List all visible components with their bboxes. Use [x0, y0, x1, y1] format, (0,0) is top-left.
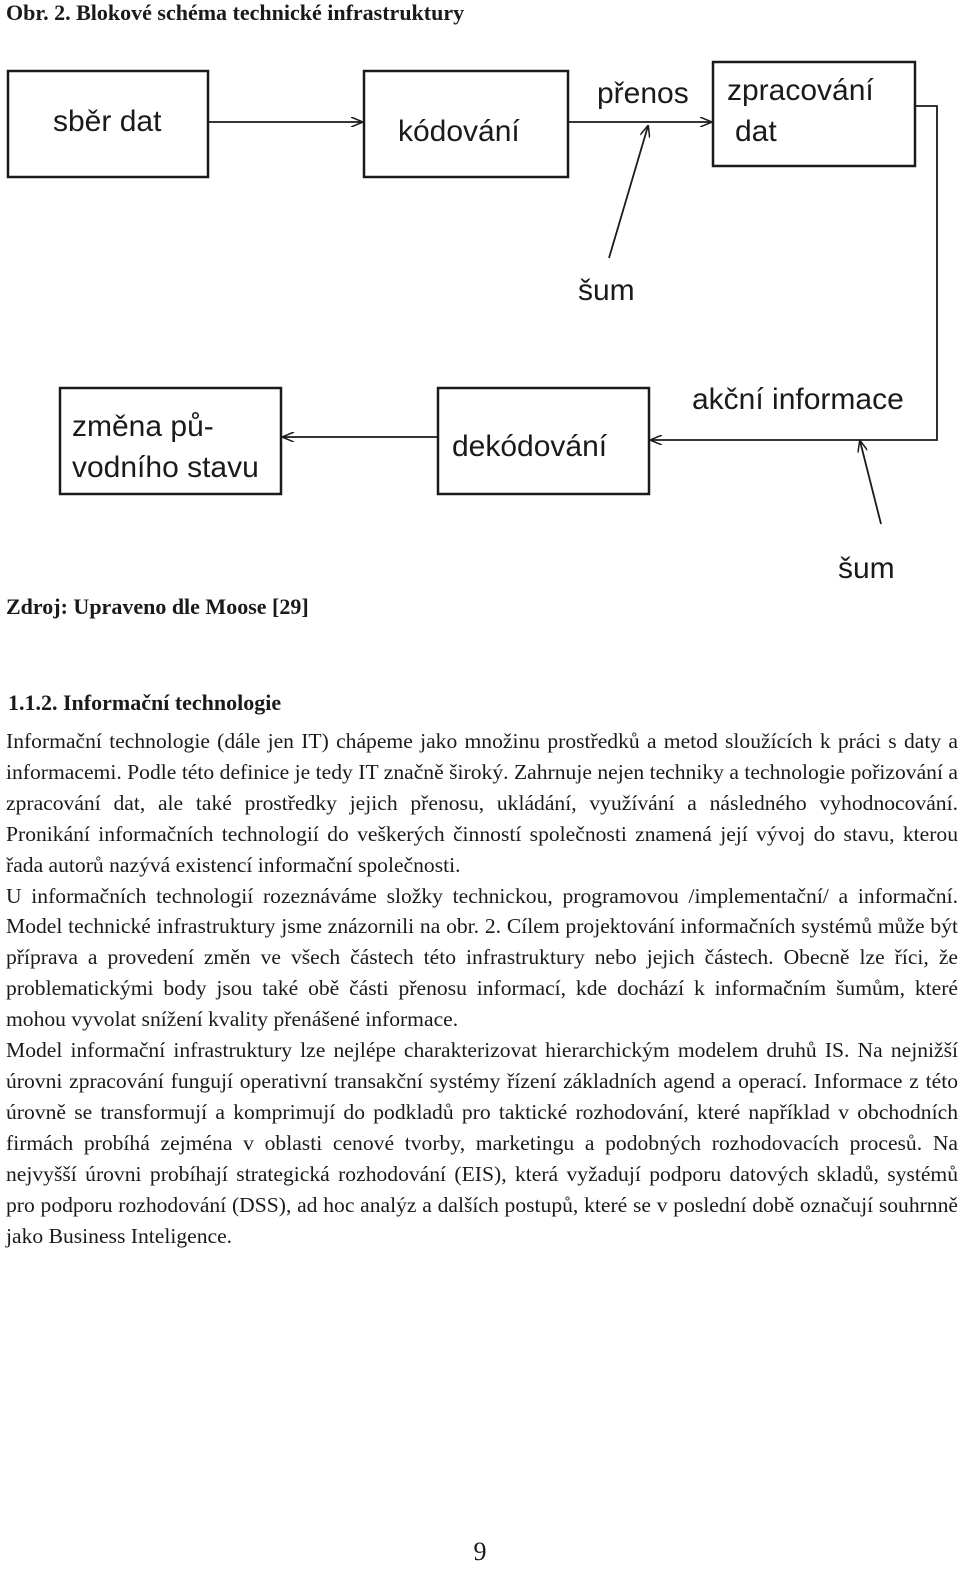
arrow-sum-top: [609, 126, 648, 258]
arrow-sum-bottom: [860, 441, 881, 524]
label-zmena-line2: vodního stavu: [72, 451, 259, 484]
label-sum-bottom: šum: [838, 552, 895, 585]
section-heading: 1.1.2. Informační technologie: [8, 690, 282, 715]
label-prenos: přenos: [597, 77, 689, 110]
label-zpracovani-line2: dat: [735, 115, 777, 148]
figure-source: Zdroj: Upraveno dle Moose [29]: [6, 594, 309, 619]
label-akcni-informace: akční informace: [692, 383, 904, 416]
label-zmena-line1: změna pů-: [72, 410, 214, 443]
label-dekodovani: dekódování: [452, 430, 608, 463]
block-diagram: [0, 0, 960, 585]
page-number: 9: [473, 1537, 487, 1566]
label-zpracovani-line1: zpracování: [727, 74, 874, 107]
label-sum-top: šum: [578, 274, 635, 307]
body-text: [6, 726, 958, 1251]
paragraph: U informačních technologií rozeznáváme složky technickou, programovou /implementační/ a informační. Model technické infrastruktury jsme znázornili na obr. 2. Cílem projektování informačních systémů může být příprava a provedení změn ve všech částech této infrastruktury nebo jejich částech. Obecně lze říci, že problematickými body jsou také obě části přenosu informací, kde dochází k informačním šumům, které mohou vyvolat snížení kvality přenášené informace.: [6, 883, 958, 1032]
figure-caption: Obr. 2. Blokové schéma technické infrastruktury: [6, 0, 465, 25]
paragraph: Informační technologie (dále jen IT) chápeme jako množinu prostředků a metod sloužících k práci s daty a informacemi. Podle této definice je tedy IT značně široký. Zahrnuje nejen techniky a technologie pořizování a zpracování dat, ale také prostředky jejich přenosu, ukládání, využívání a následného vyhodnocování. Pronikání informačních technologií do veškerých činností společnosti znamená její vývoj do stavu, kterou řada autorů nazývá existencí informační společnosti.: [6, 729, 958, 877]
paragraph: Model informační infrastruktury lze nejlépe charakterizovat hierarchickým modelem druhů IS. Na nejnižší úrovni zpracování fungují operativní transakční systémy řízení základních agend a operací. Informace z této úrovně se transformují a komprimují do podkladů pro taktické rozhodování, které například v obchodních firmách probíhá zejména v oblasti cenové tvorby, marketingu a podobných rozhodovacích procesů. Na nejvyšší úrovni probíhají strategická rozhodování (EIS), která vyžadují podporu datových skladů, systémů pro podporu rozhodování (DSS), ad hoc analýz a dalších postupů, které se v poslední době označují souhrnně jako Business Inteligence.: [6, 1038, 958, 1248]
label-sber-dat: sběr dat: [53, 105, 162, 138]
label-kodovani: kódování: [398, 115, 520, 148]
